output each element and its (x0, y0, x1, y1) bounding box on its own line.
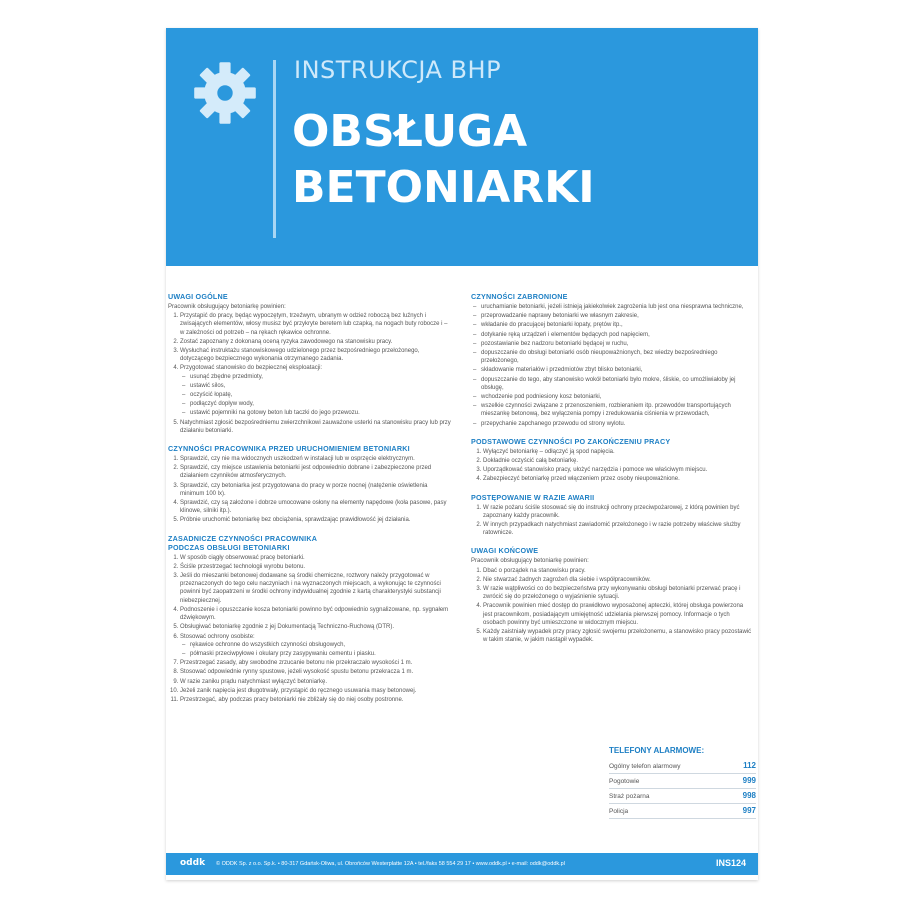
section-title: UWAGI KOŃCOWE (471, 546, 539, 556)
phone-row (609, 804, 756, 819)
list-item-text: Przygotować stanowisko do bezpiecznej eksploatacji: (180, 365, 323, 372)
phone-row (609, 789, 756, 804)
section-title: PODSTAWOWE CZYNNOŚCI PO ZAKOŃCZENIU PRACY (471, 436, 671, 446)
section-emergency (471, 493, 754, 538)
list-item: – składowanie materiałów i przedmiotów zbyt blisko betoniarki, (481, 366, 754, 374)
phone-row (609, 759, 756, 774)
header-divider (273, 60, 276, 238)
list-item: 1. W razie pożaru ściśle stosować się do instrukcji ochrony przeciwpożarowej, z którą powinien być zapoznany każdy pracownik. (483, 504, 754, 520)
list-item: 4. Podnoszenie i opuszczanie kosza betoniarki powinno być odpowiednio sygnalizowane, np. sygnałem dźwiękowym. (180, 606, 451, 622)
phone-number: 112 (743, 761, 756, 770)
left-column (168, 292, 451, 713)
sub-item: – oczyścić łopatę, (190, 391, 451, 399)
list-item: 2. Zostać zapoznany z dokonaną oceną ryzyka zawodowego na stanowisku pracy. (180, 338, 451, 346)
document-title (292, 104, 595, 216)
list-item: 5. Każdy zaistniały wypadek przy pracy zgłosić swojemu przełożonemu, a stanowisko pracy pozostawić w takim stanie, w jakim nastąpił wypadek. (483, 628, 754, 644)
list-item: 7. Przestrzegać zasady, aby swobodne zrzucanie betonu nie przekraczało wysokości 1 m. (180, 659, 451, 667)
list-item: 1. Przystąpić do pracy, będąc wypoczętym, trzeźwym, ubranym w odzież roboczą bez luźnych i zwisających elementów, włosy musisz być przykryte beretem lub czapką, na nogach buty robocze i – w zależności od potrzeb – na rękach rękawice ochronne. (180, 312, 451, 337)
phone-number: 999 (742, 776, 756, 785)
list-item: – wszelkie czynności związane z przenoszeniem, rozbieraniem itp. przewodów transportujących mieszankę betonową, bez wyłączenia pompy i zredukowania ciśnienia w przewodach, (481, 402, 754, 418)
list-item (180, 633, 451, 659)
instruction-sheet (166, 28, 758, 880)
list-item: 1. W sposób ciągły obserwować pracę betoniarki. (180, 554, 451, 562)
sub-item: – ustawić pojemniki na gotowy beton lub taczki do jego przewozu. (190, 409, 451, 417)
list-item: 3. Sprawdzić, czy betoniarka jest przygotowana do pracy w porze nocnej (natężenie oświetlenia minimum 100 lx). (180, 482, 451, 498)
list-item: 1. Dbać o porządek na stanowisku pracy. (483, 567, 754, 575)
list-item: 4. Zabezpieczyć betoniarkę przed włączeniem przez osoby nieupoważnione. (483, 475, 754, 483)
phone-label: Policja (609, 808, 629, 815)
section-general-notes (168, 292, 451, 435)
document-code: INS124 (715, 858, 746, 868)
sub-item: – rękawice ochronne do wszystkich czynności obsługowych, (190, 641, 451, 649)
phone-row (609, 774, 756, 789)
title-line-1: OBSŁUGA (292, 106, 528, 157)
phone-label: Ogólny telefon alarmowy (609, 763, 681, 770)
section-title (168, 534, 451, 552)
section-title-line: PODCZAS OBSŁUGI BETONIARKI (168, 542, 290, 552)
list-item: – uruchamianie betoniarki, jeżeli istnieją jakiekolwiek zagrożenia lub jest ona niesprawna techniczne, (481, 303, 754, 311)
emergency-phones (609, 746, 756, 819)
list-item: 3. Uporządkować stanowisko pracy, ułożyć narzędzia i pomoce we właściwym miejscu. (483, 466, 754, 474)
footer-bar (166, 853, 758, 875)
phone-number: 998 (742, 791, 756, 800)
list-item: 11. Przestrzegać, aby podczas pracy betoniarki nie zbliżały się do niej osoby postronne. (180, 696, 451, 704)
list-item: – dopuszczanie do obsługi betoniarki osób nieupoważnionych, bez wiedzy bezpośredniego przełożonego, (481, 349, 754, 365)
section-title: CZYNNOŚCI PRACOWNIKA PRZED URUCHOMIENIEM BETONIARKI (168, 444, 410, 454)
sub-item: – ustawić silos, (190, 382, 451, 390)
gear-icon (190, 58, 260, 128)
section-prohibited (471, 292, 754, 428)
phone-label: Pogotowie (609, 778, 640, 785)
list-item: 4. Sprawdzić, czy są założone i dobrze umocowane osłony na elementy napędowe (koła pasowe, pasy klinowe, silniki itp.). (180, 499, 451, 515)
list-item: 3. W razie wątpliwości co do bezpieczeństwa przy wykonywaniu obsługi betoniarki przerwać pracę i zwrócić się do przełożonego o wyjaśnienie sytuacji. (483, 585, 754, 601)
list-item: – wchodzenie pod podniesiony kosz betoniarki, (481, 393, 754, 401)
list-item: – przepychanie zapchanego przewodu od strony wylotu. (481, 420, 754, 428)
list-item-text: Stosować ochrony osobiste: (180, 633, 255, 640)
list-item: 8. Stosować odpowiednie rynny spustowe, jeżeli wysokość spustu betonu przekracza 1 m. (180, 668, 451, 676)
sub-item: – półmaski przeciwpyłowe i okulary przy zasypywaniu cementu i piasku. (190, 650, 451, 658)
footer-contact: © ODDK Sp. z o.o. Sp.k. • 80-317 Gdańsk-Oliwa, ul. Obrońców Westerplatte 12A • tel./faks 58 554 29 17 • www.oddk.pl • e-mail: oddk@oddk.pl (216, 861, 565, 867)
list-item: 1. Wyłączyć betoniarkę – odłączyć ją spod napięcia. (483, 448, 754, 456)
list-item: 5. Obsługiwać betoniarkę zgodnie z jej Dokumentacją Techniczno-Ruchową (DTR). (180, 623, 451, 631)
sub-item: – podłączyć dopływ wody, (190, 400, 451, 408)
section-intro: Pracownik obsługujący betoniarkę powinien: (471, 558, 589, 565)
phone-number: 997 (742, 806, 756, 815)
list-item: 10. Jeżeli zanik napięcia jest długotrwały, przystąpić do ręcznego usuwania masy betonowej. (180, 687, 451, 695)
header-banner (166, 28, 758, 266)
section-title: POSTĘPOWANIE W RAZIE AWARII (471, 492, 595, 502)
section-after-work (471, 437, 754, 484)
list-item: – pozostawianie bez nadzoru betoniarki będącej w ruchu, (481, 340, 754, 348)
list-item: 2. Nie stwarzać żadnych zagrożeń dla siebie i współpracowników. (483, 576, 754, 584)
list-item: – przeprowadzanie naprawy betoniarki we własnym zakresie, (481, 312, 754, 320)
list-item: 5. Natychmiast zgłosić bezpośredniemu zwierzchnikowi zauważone usterki na stanowisku pracy lub przy działaniu betoniarki. (180, 419, 451, 435)
publisher-logo: oddk (180, 858, 206, 868)
document-subtitle: INSTRUKCJA BHP (294, 56, 502, 84)
section-title-line: ZASADNICZE CZYNNOŚCI PRACOWNIKA (168, 533, 318, 543)
list-item: 2. Dokładnie oczyścić całą betoniarkę. (483, 457, 754, 465)
list-item: 2. Sprawdzić, czy miejsce ustawienia betoniarki jest odpowiednio dobrane i zabezpieczone przed działaniem czynników atmosferycznych. (180, 464, 451, 480)
list-item: – wkładanie do pracującej betoniarki łopaty, prętów itp., (481, 321, 754, 329)
section-title: CZYNNOŚCI ZABRONIONE (471, 292, 568, 301)
list-item: 9. W razie zaniku prądu natychmiast wyłączyć betoniarkę. (180, 678, 451, 686)
section-final-notes (471, 546, 754, 644)
right-column (471, 292, 754, 654)
list-item: 5. Próbnie uruchomić betoniarkę bez obciążenia, sprawdzając prawidłowość jej działania. (180, 516, 451, 524)
list-item: 2. Ściśle przestrzegać technologii wyrobu betonu. (180, 563, 451, 571)
phone-label: Straż pożarna (609, 793, 650, 800)
list-item: 2. W innych przypadkach natychmiast zawiadomić przełożonego i w razie potrzeby właściwe służby ratownicze. (483, 521, 754, 537)
list-item: 1. Sprawdzić, czy nie ma widocznych uszkodzeń w instalacji lub w osprzęcie elektrycznym. (180, 455, 451, 463)
list-item: 3. Jeśli do mieszanki betonowej dodawane są środki chemiczne, roztwory należy przygotować w przeznaczonych do tego celu naczyniach i na wyznaczonych miejscach, a wykonując te czynności powinni być zaopatrzeni w środki ochrony indywidualnej zgodnie z kartą charakterystyki substancji niebezpiecznej. (180, 572, 451, 605)
section-intro: Pracownik obsługujący betoniarkę powinien: (168, 304, 286, 310)
section-before-start (168, 444, 451, 525)
sub-item: – usunąć zbędne przedmioty, (190, 373, 451, 381)
list-item: 3. Wysłuchać instruktażu stanowiskowego udzielonego przez bezpośredniego przełożonego, dotyczącego bezpiecznego wykonania otrzymanego zadania. (180, 347, 451, 363)
section-title: UWAGI OGÓLNE (168, 292, 228, 301)
list-item (180, 364, 451, 417)
phones-title: TELEFONY ALARMOWE: (609, 746, 705, 755)
section-main-duties (168, 534, 451, 704)
list-item: 4. Pracownik powinien mieć dostęp do prawidłowo wyposażonej apteczki, której obsługa powierzona jest pracownikom, posiadającym umiejętność udzielania pierwszej pomocy. Informacje o tych osobach powinny być umieszczone w widocznym miejscu. (483, 602, 754, 627)
list-item: – dotykanie ręką urządzeń i elementów będących pod napięciem, (481, 331, 754, 339)
title-line-2: BETONIARKI (292, 162, 595, 213)
list-item: – dopuszczanie do tego, aby stanowisko wokół betoniarki było mokre, śliskie, co umożliwiałoby jej obsługę, (481, 376, 754, 392)
